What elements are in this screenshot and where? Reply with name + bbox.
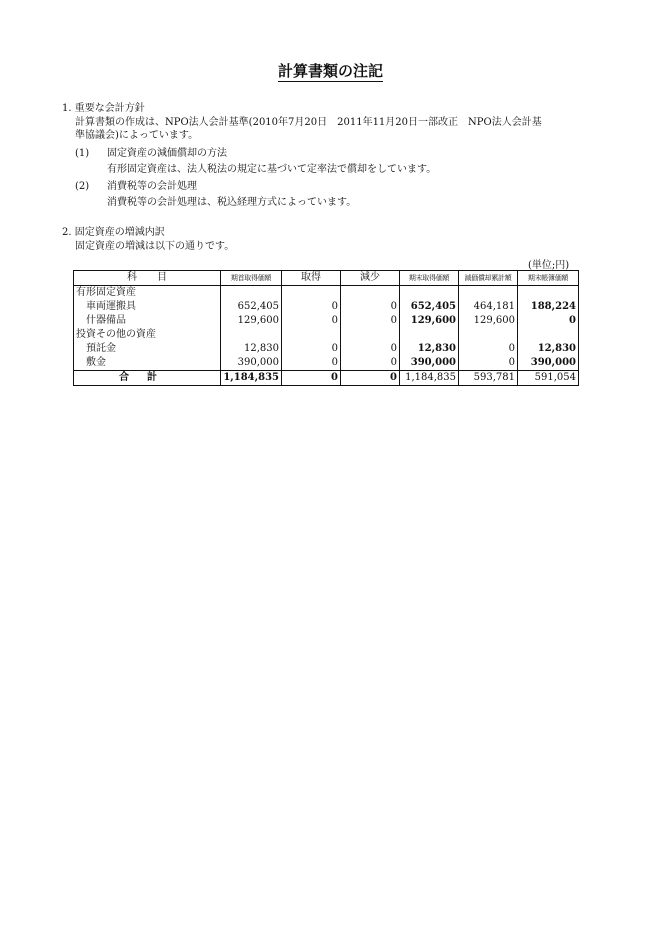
row-label: 敷金 [86,357,106,368]
total-label: 合計 [74,371,221,386]
cell: 1,184,835 [400,371,459,386]
table-row [74,356,579,371]
section2-heading: 2. 固定資産の増減内訳 [62,227,165,238]
section1-text-line1: 計算書類の作成は、NPO法人会計基準(2010年7月20日 2011年11月20日一部改正 NPO法人会計基 [75,117,542,128]
row-label: 投資その他の資産 [76,329,156,340]
page-title-text: 計算書類の注記 [277,62,383,80]
header-accumulated-depreciation: 減価償却累計額 [459,271,518,286]
cell: 0 [282,300,341,314]
cell: 0 [282,356,341,371]
table-row [74,286,579,301]
cell: 0 [282,314,341,328]
cell [221,286,282,301]
item1-text: 有形固定資産は、法人税法の規定に基づいて定率法で償却をしています。 [107,164,437,175]
cell [341,328,400,342]
header-acquisition: 取得 [282,271,341,286]
row-label: 預託金 [86,343,116,354]
table-row [74,342,579,356]
cell [400,286,459,301]
cell: 0 [341,300,400,314]
table-total-row [74,371,579,386]
cell: 129,600 [400,314,459,328]
cell [459,328,518,342]
section1-text-line2: 準協議会)によっています。 [75,130,199,141]
cell [282,328,341,342]
cell: 1,184,835 [221,371,282,386]
section2-text: 固定資産の増減は以下の通りです。 [75,241,235,252]
cell [221,328,282,342]
item2-number: (2) [75,181,90,192]
cell: 652,405 [400,300,459,314]
cell: 0 [459,356,518,371]
cell [459,286,518,301]
cell: 0 [518,314,579,328]
cell: 0 [341,314,400,328]
page-title [0,60,661,81]
row-label: 有形固定資産 [76,287,136,298]
cell: 129,600 [459,314,518,328]
cell [282,286,341,301]
item1-number: (1) [75,148,90,159]
header-book-value: 期末帳簿価額 [518,271,579,286]
cell [518,328,579,342]
cell: 0 [341,371,400,386]
cell: 0 [341,342,400,356]
cell: 593,781 [459,371,518,386]
table-row [74,300,579,314]
cell: 0 [341,356,400,371]
cell: 188,224 [518,300,579,314]
cell: 0 [459,342,518,356]
header-opening-cost: 期首取得価額 [221,271,282,286]
table-row [74,328,579,342]
cell: 0 [282,371,341,386]
row-label: 車両運搬具 [86,301,136,312]
item2-text: 消費税等の会計処理は、税込経理方式によっています。 [107,197,357,208]
cell: 390,000 [221,356,282,371]
header-closing-cost: 期末取得価額 [400,271,459,286]
cell: 12,830 [400,342,459,356]
cell [518,286,579,301]
header-account: 科 目 [74,271,221,286]
cell: 129,600 [221,314,282,328]
row-label: 什器備品 [86,315,126,326]
cell [400,328,459,342]
cell: 12,830 [518,342,579,356]
cell: 12,830 [221,342,282,356]
item2-title: 消費税等の会計処理 [107,181,197,192]
table-header-row [74,271,579,286]
cell: 390,000 [400,356,459,371]
cell: 390,000 [518,356,579,371]
cell: 652,405 [221,300,282,314]
item1-title: 固定資産の減価償却の方法 [107,148,227,159]
fixed-asset-table [73,270,579,386]
table-row [74,314,579,328]
unit-label: (単位;円) [528,260,570,271]
cell: 0 [282,342,341,356]
cell: 464,181 [459,300,518,314]
section1-heading: 1. 重要な会計方針 [62,103,145,114]
cell [341,286,400,301]
cell: 591,054 [518,371,579,386]
header-decrease: 減少 [341,271,400,286]
